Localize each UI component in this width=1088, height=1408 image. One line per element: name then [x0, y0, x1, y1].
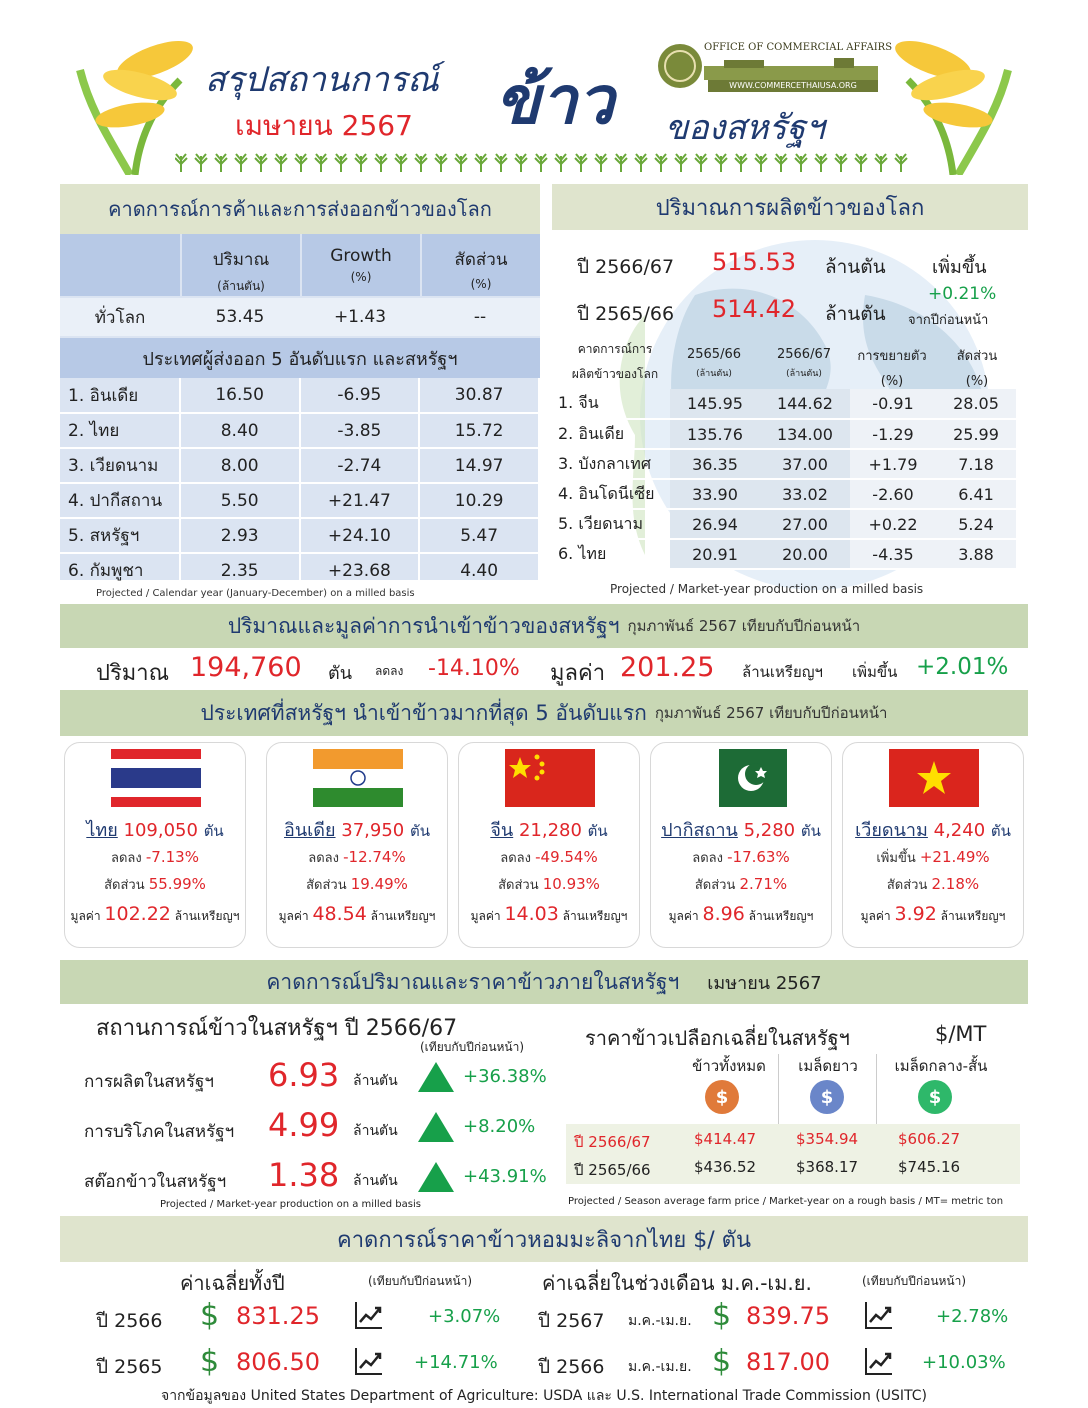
cell-name: 5. สหรัฐฯ: [60, 518, 180, 553]
card-share-label: สัดส่วน: [886, 878, 928, 893]
price-table: [566, 1124, 1020, 1184]
cell-growth: +24.10: [300, 518, 420, 553]
sit-change: +36.38%: [463, 1066, 547, 1087]
col-volume-unit: (ล้านตัน): [217, 279, 265, 293]
cell-name: 2. ไทย: [60, 413, 180, 448]
cell-b: 144.62: [760, 389, 850, 419]
card-country: อินเดีย: [284, 820, 336, 841]
world-trade-title: คาดการณ์การค้าและการส่งออกข้าวของโลก: [60, 184, 540, 234]
cell-share: 14.97: [419, 448, 539, 483]
card-unit: ตัน: [800, 822, 821, 840]
price-row1-medium: $606.27: [898, 1130, 961, 1148]
coin-medium-icon: $: [918, 1080, 952, 1114]
title-big: ข้าว: [495, 62, 615, 139]
logo-text: OFFICE OF COMMERCIAL AFFAIRS: [704, 42, 893, 53]
cell-volume: 2.93: [180, 518, 300, 553]
table-row: [554, 539, 1016, 569]
jasmine-title: คาดการณ์ราคาข้าวหอมมะลิจากไทย $/ ตัน: [60, 1216, 1028, 1262]
cell-g: -2.60: [850, 479, 936, 509]
rice-border-decoration: [175, 150, 915, 172]
cell-growth: -2.74: [300, 448, 420, 483]
country-card-india: [266, 742, 448, 948]
cell-growth: -6.95: [300, 378, 420, 413]
col-share-unit: (%): [470, 277, 492, 291]
cell-share: 4.40: [419, 553, 539, 588]
card-val: 48.54: [312, 903, 367, 925]
jasmine-left-note: (เทียบกับปีก่อนหน้า): [368, 1274, 473, 1288]
card-val-unit: ล้านเหรียญฯ: [940, 909, 1006, 923]
prod-col-b-unit: (ล้านตัน): [696, 369, 732, 379]
y1-label: ปี 2566/67: [577, 256, 675, 278]
card-chg: -49.54%: [535, 848, 598, 866]
col-volume: ปริมาณ: [212, 250, 270, 270]
logo-url: WWW.COMMERCETHAIUSA.ORG: [708, 80, 878, 92]
seal-icon: [656, 42, 704, 90]
sit-title: สถานการณ์ข้าวในสหรัฐฯ ปี 2566/67: [96, 1016, 458, 1041]
card-unit: ตัน: [203, 822, 224, 840]
prod-col-a: คาดการณ์การ: [577, 342, 653, 356]
imp-vol-value: 194,760: [190, 652, 302, 683]
sit-footnote: Projected / Market-year production on a milled basis: [160, 1199, 421, 1210]
card-amount: 5,280: [743, 820, 796, 841]
cell-g: +1.79: [850, 449, 936, 479]
table-row: [554, 509, 1016, 539]
card-chg-label: ลดลง: [111, 851, 142, 866]
card-unit: ตัน: [409, 822, 430, 840]
jas-value: 817.00: [746, 1348, 830, 1376]
cell-a: 20.91: [670, 539, 760, 569]
top5-title-sub: กุมภาพันธ์ 2567 เทียบกับปีก่อนหน้า: [654, 704, 888, 722]
sit-unit: ล้านตัน: [353, 1073, 398, 1089]
source-note: จากข้อมูลของ United States Department of Agriculture: USDA และ U.S. International Trade Commission (USITC): [160, 1388, 927, 1404]
sit-change: +43.91%: [463, 1166, 547, 1187]
card-share: 2.18%: [931, 875, 980, 893]
cell-s: 25.99: [936, 419, 1016, 449]
jas-year: ปี 2566: [96, 1310, 163, 1332]
trend-chart-icon: [864, 1300, 894, 1334]
imp-vol-change-label: ลดลง: [375, 664, 404, 678]
imp-val-change: +2.01%: [916, 654, 1009, 680]
price-row1-all: $414.47: [694, 1130, 757, 1148]
country-card-pakistan: [650, 742, 832, 948]
table-row: [60, 448, 539, 483]
country-card-vietnam: [842, 742, 1024, 948]
title-month: เมษายน 2567: [235, 109, 413, 142]
sit-value: 4.99: [268, 1106, 340, 1144]
vietnam-flag-icon: [889, 749, 979, 807]
prod-col-c-unit: (ล้านตัน): [786, 369, 822, 379]
sit-value: 1.38: [268, 1156, 340, 1194]
card-chg-label: ลดลง: [500, 851, 531, 866]
logo: [656, 42, 893, 92]
price-col-medium: เมล็ดกลาง-สั้น: [894, 1057, 988, 1075]
price-row1-year: ปี 2566/67: [574, 1133, 651, 1151]
table-row: [554, 389, 1016, 419]
sit-change: +8.20%: [463, 1116, 536, 1137]
imp-vol-label: ปริมาณ: [96, 661, 170, 686]
top5-title-bar: [60, 690, 1028, 736]
cell-s: 28.05: [936, 389, 1016, 419]
card-amount: 37,950: [341, 820, 405, 841]
prod-col-d: การขยายตัว: [857, 349, 927, 364]
exporters-table: [60, 378, 540, 589]
cell-b: 33.02: [760, 479, 850, 509]
table-row: [60, 378, 539, 413]
card-share-label: สัดส่วน: [306, 878, 347, 893]
cell-growth: +21.47: [300, 483, 420, 518]
sit-unit: ล้านตัน: [353, 1123, 398, 1139]
up-arrow-icon: [418, 1112, 454, 1142]
world-share: --: [473, 307, 487, 327]
outlook-title-sub: เมษายน 2567: [707, 972, 822, 994]
china-flag-icon: [505, 749, 595, 807]
prod-col-c: 2566/67: [776, 347, 831, 362]
prod-col-e-unit: (%): [965, 374, 989, 389]
cell-name: 6. ไทย: [554, 539, 670, 569]
cell-a: 26.94: [670, 509, 760, 539]
card-country: เวียดนาม: [855, 820, 928, 841]
card-chg: -12.74%: [343, 848, 406, 866]
price-col-all: ข้าวทั้งหมด: [692, 1057, 766, 1075]
y2-unit: ล้านตัน: [825, 303, 886, 325]
jas-change: +3.07%: [428, 1306, 501, 1327]
world-growth: +1.43: [333, 307, 387, 327]
trend-chart-icon: [354, 1300, 384, 1334]
cell-s: 7.18: [936, 449, 1016, 479]
card-val-label: มูลค่า: [278, 909, 309, 923]
card-share-label: สัดส่วน: [104, 878, 145, 893]
cell-g: -1.29: [850, 419, 936, 449]
jas-change: +2.78%: [936, 1306, 1009, 1327]
price-title: ราคาข้าวเปลือกเฉลี่ยในสหรัฐฯ: [585, 1026, 850, 1050]
y2-label: ปี 2565/66: [577, 303, 675, 325]
sit-value: 6.93: [268, 1056, 340, 1094]
inc-value: +0.21%: [928, 284, 997, 304]
imp-val-unit: ล้านเหรียญฯ: [742, 663, 823, 681]
cell-s: 6.41: [936, 479, 1016, 509]
world-prod-title: ปริมาณการผลิตข้าวของโลก: [552, 184, 1028, 230]
card-chg: -7.13%: [145, 848, 199, 866]
cell-share: 15.72: [419, 413, 539, 448]
col-growth-unit: (%): [350, 270, 372, 284]
jas-change: +14.71%: [414, 1352, 498, 1373]
price-row1-long: $354.94: [796, 1130, 859, 1148]
y1-unit: ล้านตัน: [825, 256, 886, 278]
world-trade-note: Projected / Calendar year (January-December) on a milled basis: [96, 588, 415, 599]
world-trade-table: [60, 234, 540, 580]
world-label: ทั่วโลก: [94, 307, 146, 328]
cell-growth: +23.68: [300, 553, 420, 588]
coin-long-icon: $: [810, 1080, 844, 1114]
imports-title-bar: [60, 604, 1028, 648]
card-val-unit: ล้านเหรียญฯ: [370, 909, 436, 923]
cell-a: 36.35: [670, 449, 760, 479]
cell-share: 30.87: [419, 378, 539, 413]
card-val: 14.03: [504, 903, 559, 925]
table-row: [60, 553, 539, 588]
cell-name: 3. เวียดนาม: [60, 448, 180, 483]
pakistan-flag-icon: [697, 749, 787, 807]
card-val-label: มูลค่า: [470, 909, 501, 923]
card-chg-label: เพิ่มขึ้น: [876, 851, 916, 866]
table-row: [60, 518, 539, 553]
imp-val-change-label: เพิ่มขึ้น: [852, 663, 898, 681]
card-amount: 21,280: [518, 820, 582, 841]
imports-title-sub: กุมภาพันธ์ 2567 เทียบกับปีก่อนหน้า: [627, 617, 861, 635]
card-share-label: สัดส่วน: [498, 878, 539, 893]
cell-name: 2. อินเดีย: [554, 419, 670, 449]
card-chg-label: ลดลง: [692, 851, 723, 866]
card-val-unit: ล้านเหรียญฯ: [174, 909, 240, 923]
sit-unit: ล้านตัน: [353, 1173, 398, 1189]
cell-name: 3. บังกลาเทศ: [554, 449, 670, 479]
card-country: ปากิสถาน: [661, 820, 738, 841]
jas-value: 839.75: [746, 1302, 830, 1330]
price-unit: $/MT: [935, 1022, 987, 1046]
card-amount: 109,050: [123, 820, 198, 841]
trend-chart-icon: [354, 1346, 384, 1380]
card-unit: ตัน: [990, 822, 1011, 840]
outlook-title: คาดการณ์ปริมาณและราคาข้าวภายในสหรัฐฯ: [266, 969, 680, 994]
cell-b: 134.00: [760, 419, 850, 449]
cell-name: 1. จีน: [554, 389, 670, 419]
price-row2-medium: $745.16: [898, 1158, 961, 1176]
outlook-title-bar: [60, 960, 1028, 1004]
dollar-icon: $: [712, 1344, 732, 1379]
imports-title: ปริมาณและมูลค่าการนำเข้าข้าวของสหรัฐฯ: [227, 613, 620, 638]
jas-value: 831.25: [236, 1302, 320, 1330]
cell-a: 145.95: [670, 389, 760, 419]
prod-col-b: 2565/66: [686, 347, 741, 362]
cell-b: 20.00: [760, 539, 850, 569]
cell-volume: 8.40: [180, 413, 300, 448]
card-val-unit: ล้านเหรียญฯ: [748, 909, 814, 923]
jasmine-right-note: (เทียบกับปีก่อนหน้า): [862, 1274, 967, 1288]
india-flag-icon: [313, 749, 403, 807]
card-val-unit: ล้านเหรียญฯ: [562, 909, 628, 923]
jas-year: ปี 2566: [538, 1356, 605, 1378]
cell-growth: -3.85: [300, 413, 420, 448]
imp-val-label: มูลค่า: [550, 661, 606, 686]
card-chg-label: ลดลง: [308, 851, 339, 866]
card-val: 3.92: [894, 903, 937, 925]
title-line1: สรุปสถานการณ์: [205, 60, 439, 100]
table-row: [554, 419, 1016, 449]
cell-name: 5. เวียดนาม: [554, 509, 670, 539]
card-country: จีน: [490, 820, 514, 841]
sit-label: การบริโภคในสหรัฐฯ: [84, 1122, 235, 1142]
card-val-label: มูลค่า: [70, 909, 101, 923]
cell-name: 1. อินเดีย: [60, 378, 180, 413]
cell-volume: 2.35: [180, 553, 300, 588]
imp-vol-change: -14.10%: [428, 656, 520, 681]
inc-label: เพิ่มขึ้น: [932, 257, 987, 278]
jas-period: ม.ค.-เม.ย.: [628, 1359, 692, 1375]
price-col-long: เมล็ดยาว: [798, 1057, 858, 1075]
y2-value: 514.42: [712, 295, 796, 323]
cell-volume: 16.50: [180, 378, 300, 413]
up-arrow-icon: [418, 1162, 454, 1192]
country-card-thailand: [64, 742, 246, 948]
cell-share: 5.47: [419, 518, 539, 553]
prod-col-d-unit: (%): [880, 374, 904, 389]
prod-col-a2: ผลิตข้าวของโลก: [571, 367, 659, 381]
cell-name: 4. อินโดนีเซีย: [554, 479, 670, 509]
prod-col-e: สัดส่วน: [956, 349, 998, 364]
table-row: [554, 449, 1016, 479]
table-row: [554, 479, 1016, 509]
card-share: 19.49%: [350, 875, 408, 893]
jas-change: +10.03%: [922, 1352, 1006, 1373]
card-val-label: มูลค่า: [860, 909, 891, 923]
imp-val-value: 201.25: [620, 652, 715, 683]
world-volume: 53.45: [215, 307, 265, 327]
cell-s: 3.88: [936, 539, 1016, 569]
card-share: 10.93%: [542, 875, 600, 893]
top-exporters-title: ประเทศผู้ส่งออก 5 อันดับแรก และสหรัฐฯ: [60, 338, 540, 378]
card-share-label: สัดส่วน: [694, 878, 736, 893]
cell-share: 10.29: [419, 483, 539, 518]
thailand-flag-icon: [111, 749, 201, 807]
price-row2-year: ปี 2565/66: [574, 1161, 651, 1179]
card-unit: ตัน: [587, 822, 608, 840]
world-row: [60, 298, 540, 336]
jasmine-left-title: ค่าเฉลี่ยทั้งปี: [180, 1271, 285, 1295]
sit-note: (เทียบกับปีก่อนหน้า): [420, 1040, 525, 1054]
card-chg: -17.63%: [727, 848, 790, 866]
price-row2-all: $436.52: [694, 1158, 757, 1176]
inc-note: จากปีก่อนหน้า: [908, 313, 989, 328]
jas-year: ปี 2567: [538, 1310, 605, 1332]
dollar-icon: $: [200, 1344, 220, 1379]
jas-year: ปี 2565: [96, 1356, 163, 1378]
cell-s: 5.24: [936, 509, 1016, 539]
jas-value: 806.50: [236, 1348, 320, 1376]
cell-b: 27.00: [760, 509, 850, 539]
cell-b: 37.00: [760, 449, 850, 479]
world-prod-note: Projected / Market-year production on a milled basis: [610, 582, 924, 596]
table-row: [60, 413, 539, 448]
card-country: ไทย: [86, 820, 118, 841]
card-share: 55.99%: [148, 875, 206, 893]
col-growth: Growth: [330, 246, 392, 266]
sit-label: การผลิตในสหรัฐฯ: [84, 1072, 214, 1092]
card-val: 102.22: [104, 903, 171, 925]
card-amount: 4,240: [933, 820, 986, 841]
card-val-label: มูลค่า: [668, 909, 699, 923]
price-row2-long: $368.17: [796, 1158, 859, 1176]
jasmine-right-title: ค่าเฉลี่ยในช่วงเดือน ม.ค.-เม.ย.: [542, 1271, 812, 1295]
title-line2: ของสหรัฐฯ: [665, 108, 825, 148]
imp-vol-unit: ตัน: [328, 663, 352, 684]
sit-label: สต๊อกข้าวในสหรัฐฯ: [84, 1172, 227, 1192]
cell-a: 135.76: [670, 419, 760, 449]
dollar-icon: $: [712, 1298, 732, 1333]
cell-name: 4. ปากีสถาน: [60, 483, 180, 518]
col-share: สัดส่วน: [454, 250, 508, 270]
y1-value: 515.53: [712, 248, 796, 276]
card-chg: +21.49%: [919, 848, 990, 866]
trend-chart-icon: [864, 1346, 894, 1380]
table-row: [60, 483, 539, 518]
cell-g: -4.35: [850, 539, 936, 569]
coin-all-icon: $: [705, 1080, 739, 1114]
country-card-china: [458, 742, 640, 948]
cell-a: 33.90: [670, 479, 760, 509]
cell-g: -0.91: [850, 389, 936, 419]
dollar-icon: $: [200, 1298, 220, 1333]
cell-volume: 5.50: [180, 483, 300, 518]
cell-name: 6. กัมพูชา: [60, 553, 180, 588]
cell-volume: 8.00: [180, 448, 300, 483]
top5-title: ประเทศที่สหรัฐฯ นำเข้าข้าวมากที่สุด 5 อันดับแรก: [200, 700, 647, 725]
card-val: 8.96: [702, 903, 745, 925]
production-table: [554, 389, 1016, 570]
cell-g: +0.22: [850, 509, 936, 539]
card-share: 2.71%: [739, 875, 788, 893]
up-arrow-icon: [418, 1062, 454, 1092]
building-icon: [704, 56, 878, 80]
price-note: Projected / Season average farm price / Market-year on a rough basis / MT= metric ton: [568, 1196, 1004, 1207]
jas-period: ม.ค.-เม.ย.: [628, 1313, 692, 1329]
